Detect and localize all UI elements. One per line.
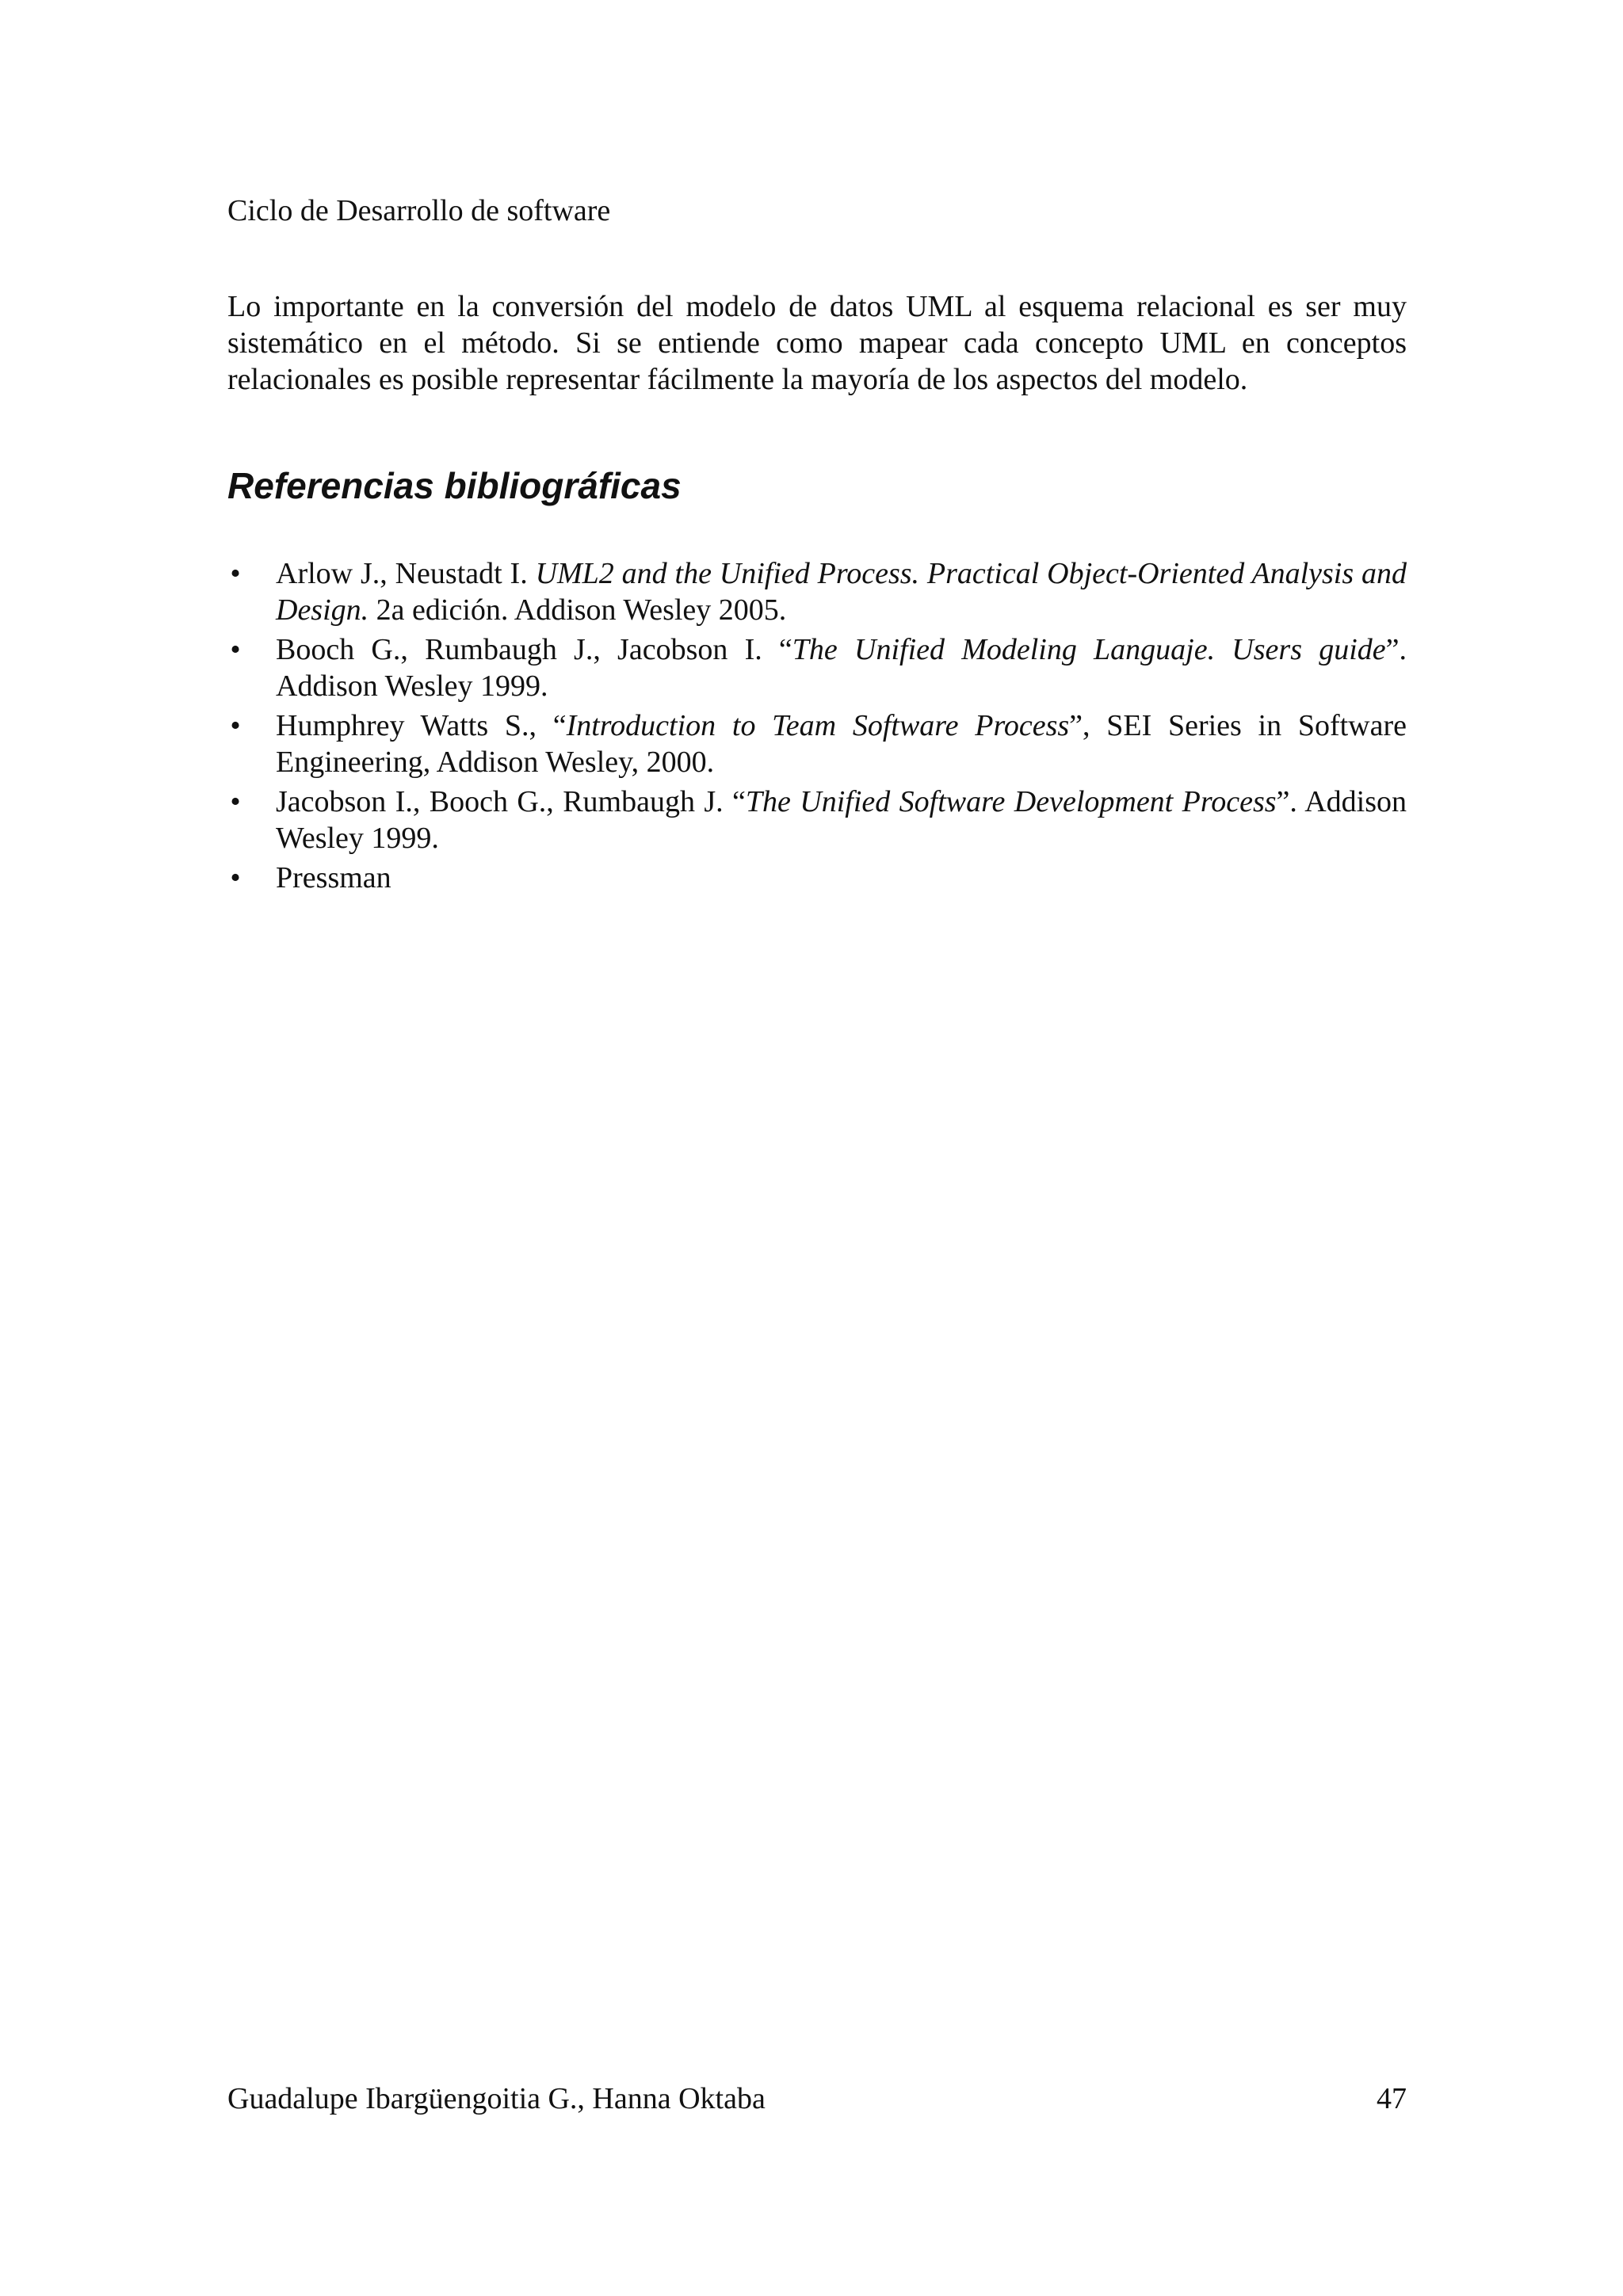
bullet-icon: • (230, 633, 241, 666)
reference-item (227, 631, 1407, 704)
reference-authors: Booch G., Rumbaugh J., Jacobson I. “ (276, 633, 792, 666)
reference-item (227, 860, 1407, 896)
bullet-icon: • (230, 861, 241, 894)
reference-title: The Unified Modeling Languaje. Users guide (792, 633, 1386, 666)
reference-authors: Arlow J., Neustadt I. (276, 557, 536, 590)
reference-title: The Unified Software Development Process (745, 785, 1277, 818)
reference-item (227, 555, 1407, 628)
intro-paragraph: Lo importante en la conversión del modelo de datos UML al esquema relacional es ser muy sistemático en el método. Si se entiende como mapear cada concepto UML en conceptos relacionales es posible representar fácilmente la mayoría de los aspectos del modelo. (227, 290, 1407, 396)
bullet-icon: • (230, 557, 241, 590)
reference-item (227, 707, 1407, 780)
reference-publisher: ”. Addison Wesley 1999. (276, 785, 1407, 855)
bullet-icon: • (230, 785, 241, 818)
reference-authors: Pressman (276, 861, 391, 894)
reference-authors: Jacobson I., Booch G., Rumbaugh J. “ (276, 785, 746, 818)
reference-publisher: 2a edición. Addison Wesley 2005. (369, 593, 787, 627)
reference-publisher: ”, SEI Series in Software Engineering, Addison Wesley, 2000. (276, 709, 1407, 779)
section-title: Referencias bibliográficas (227, 465, 682, 506)
footer-authors: Guadalupe Ibargüengoitia G., Hanna Oktaba (227, 2082, 766, 2115)
reference-list (227, 555, 1407, 899)
running-header: Ciclo de Desarrollo de software (227, 194, 611, 227)
page-number: 47 (1377, 2082, 1407, 2115)
reference-title: Introduction to Team Software Process (566, 709, 1070, 742)
reference-item (227, 784, 1407, 856)
reference-title: UML2 and the Unified Process. Practical Object-Oriented Analysis and Design. (276, 557, 1407, 627)
bullet-icon: • (230, 709, 241, 742)
reference-publisher: ”. Addison Wesley 1999. (276, 633, 1407, 703)
reference-authors: Humphrey Watts S., “ (276, 709, 567, 742)
